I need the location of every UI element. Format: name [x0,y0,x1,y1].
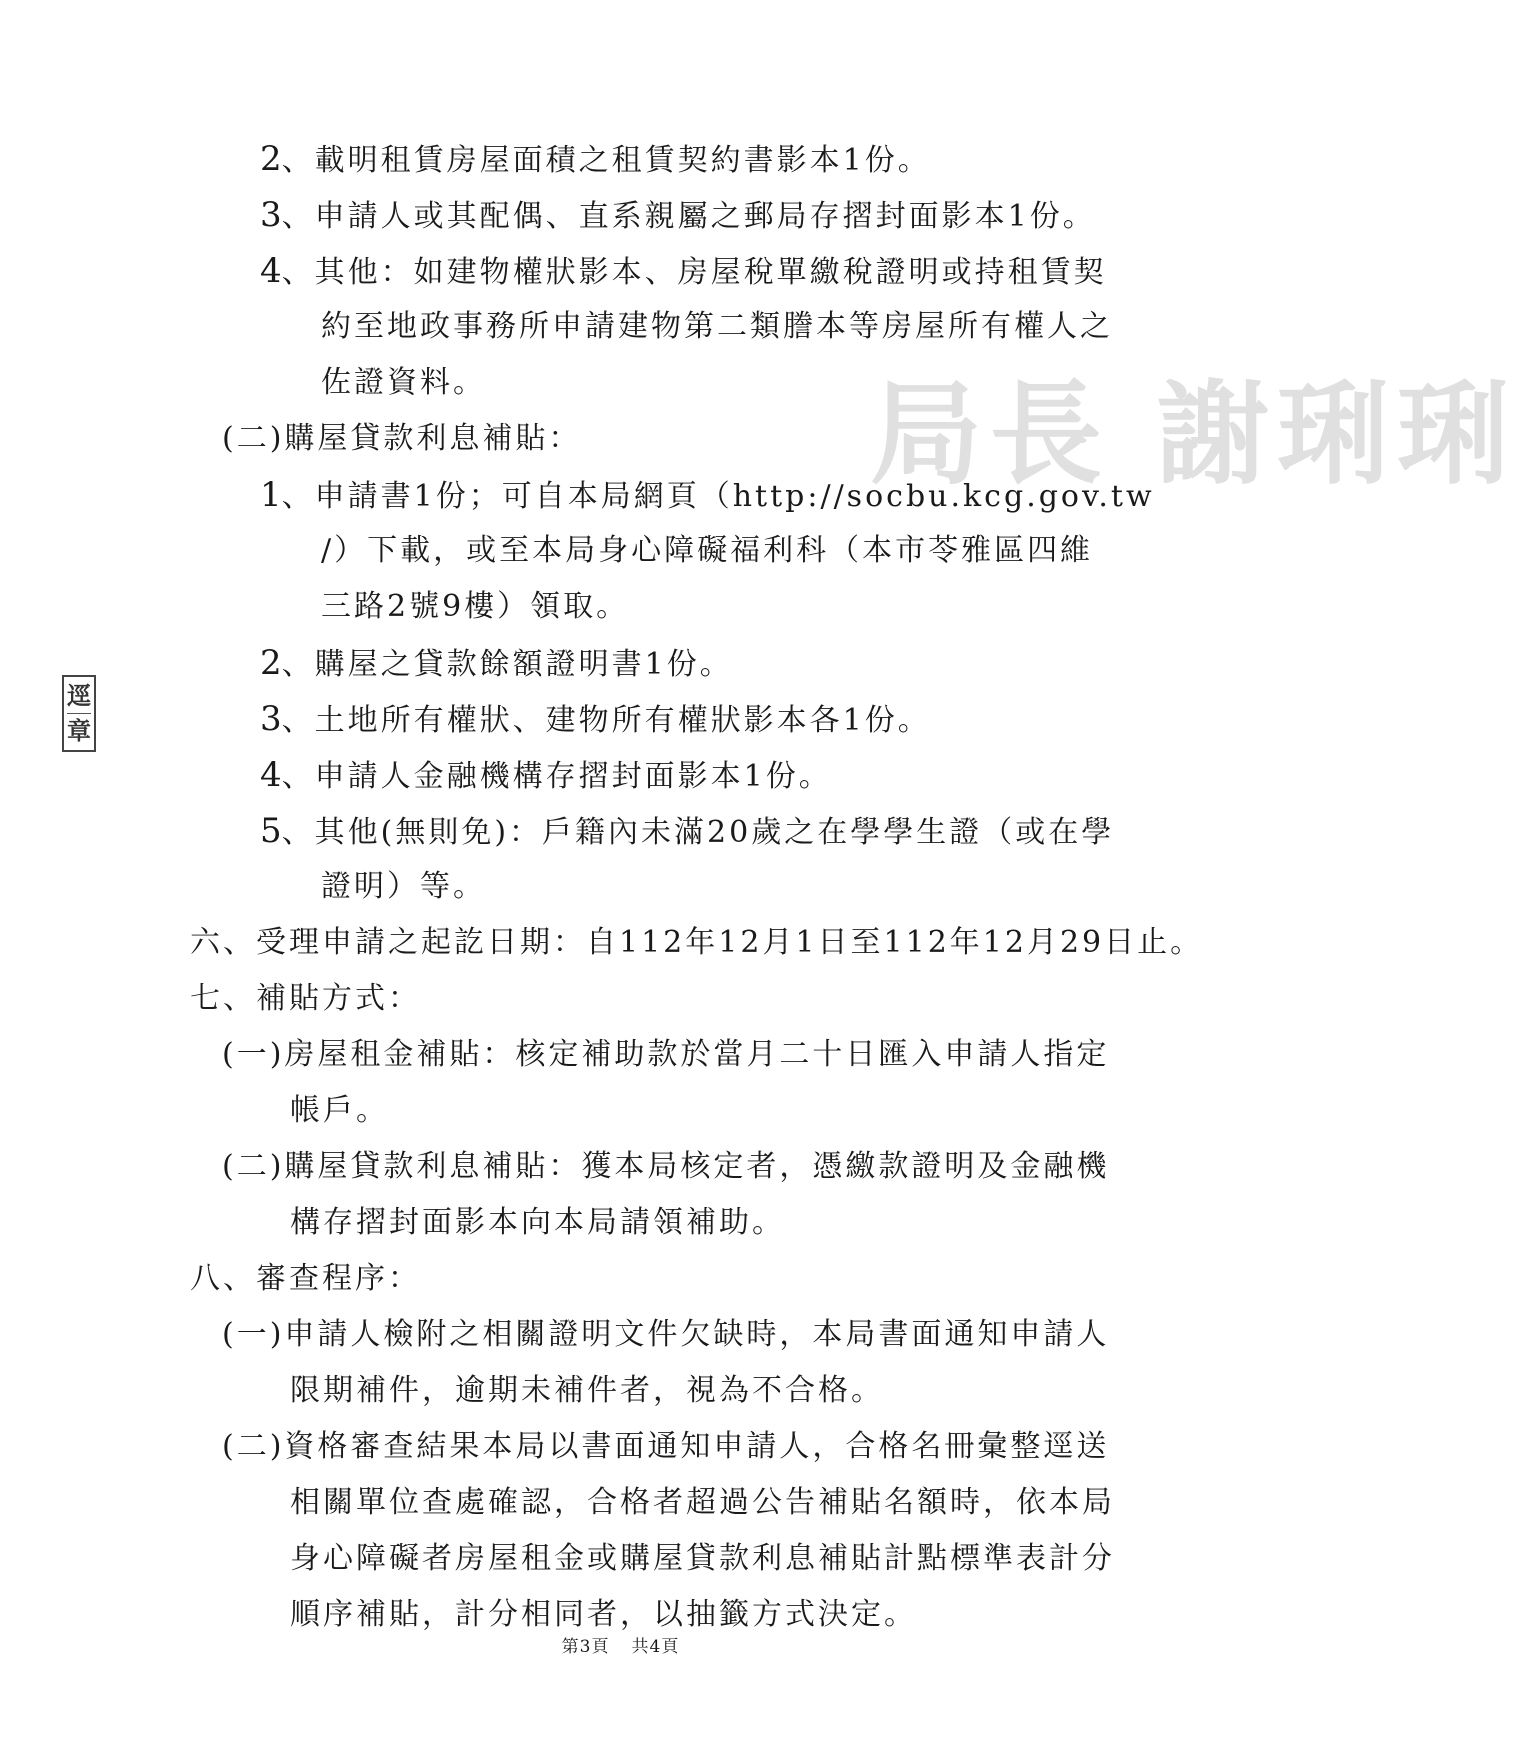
section-subheading: (二)購屋貸款利息補貼： [222,421,582,456]
paragraph-continuation: 構存摺封面影本向本局請領補助。 [290,1205,785,1240]
list-item: 5、其他(無則免)：戶籍內未滿20歲之在學學生證（或在學 [260,811,1115,851]
paragraph-continuation: 帳戶。 [290,1093,389,1128]
director-signature-watermark: 局長 謝琍琍 [870,369,1517,500]
paragraph-continuation: 身心障礙者房屋租金或購屋貸款利息補貼計點標準表計分 [290,1541,1115,1576]
list-item: 4、其他：如建物權狀影本、房屋稅單繳稅證明或持租賃契 [260,251,1107,291]
section-subheading: (一)申請人檢附之相關證明文件欠缺時，本局書面通知申請人 [222,1317,1110,1352]
paragraph-continuation: 相關單位查處確認，合格者超過公告補貼名額時，依本局 [290,1485,1115,1520]
list-item-continuation: 證明）等。 [321,869,486,904]
list-item-continuation: /）下載，或至本局身心障礙福利科（本市苓雅區四維 [321,533,1094,568]
page-total: 共4頁 [631,1637,680,1657]
list-item: 3、土地所有權狀、建物所有權狀影本各1份。 [260,699,931,739]
list-item: 2、購屋之貸款餘額證明書1份。 [260,643,733,683]
list-item: 1、申請書1份；可自本局網頁（http://socbu.kcg.gov.tw [260,475,1155,515]
list-item-continuation: 三路2號9樓）領取。 [321,589,630,624]
section-subheading: (二)購屋貸款利息補貼：獲本局核定者，憑繳款證明及金融機 [222,1149,1110,1184]
section-subheading: (一)房屋租金補貼：核定補助款於當月二十日匯入申請人指定 [222,1037,1110,1072]
list-item-continuation: 約至地政事務所申請建物第二類謄本等房屋所有權人之 [321,309,1113,344]
section-subheading: (二)資格審查結果本局以書面通知申請人，合格名冊彙整逕送 [222,1429,1110,1464]
list-item: 4、申請人金融機構存摺封面影本1份。 [260,755,832,795]
section-heading: 七、補貼方式： [190,981,421,1016]
official-seal [62,675,96,752]
seal-char: 逕 [67,681,91,710]
list-item: 2、載明租賃房屋面積之租賃契約書影本1份。 [260,139,931,179]
list-item-continuation: 佐證資料。 [321,365,486,400]
page-number: 第3頁 [561,1637,610,1657]
list-item: 3、申請人或其配偶、直系親屬之郵局存摺封面影本1份。 [260,195,1096,235]
section-heading: 八、審查程序： [190,1261,421,1296]
page-footer [0,1632,1241,1657]
seal-char: 章 [67,713,91,748]
section-heading: 六、受理申請之起訖日期：自112年12月1日至112年12月29日止。 [190,925,1204,960]
paragraph-continuation: 順序補貼，計分相同者，以抽籤方式決定。 [290,1597,917,1632]
paragraph-continuation: 限期補件，逾期未補件者，視為不合格。 [290,1373,884,1408]
